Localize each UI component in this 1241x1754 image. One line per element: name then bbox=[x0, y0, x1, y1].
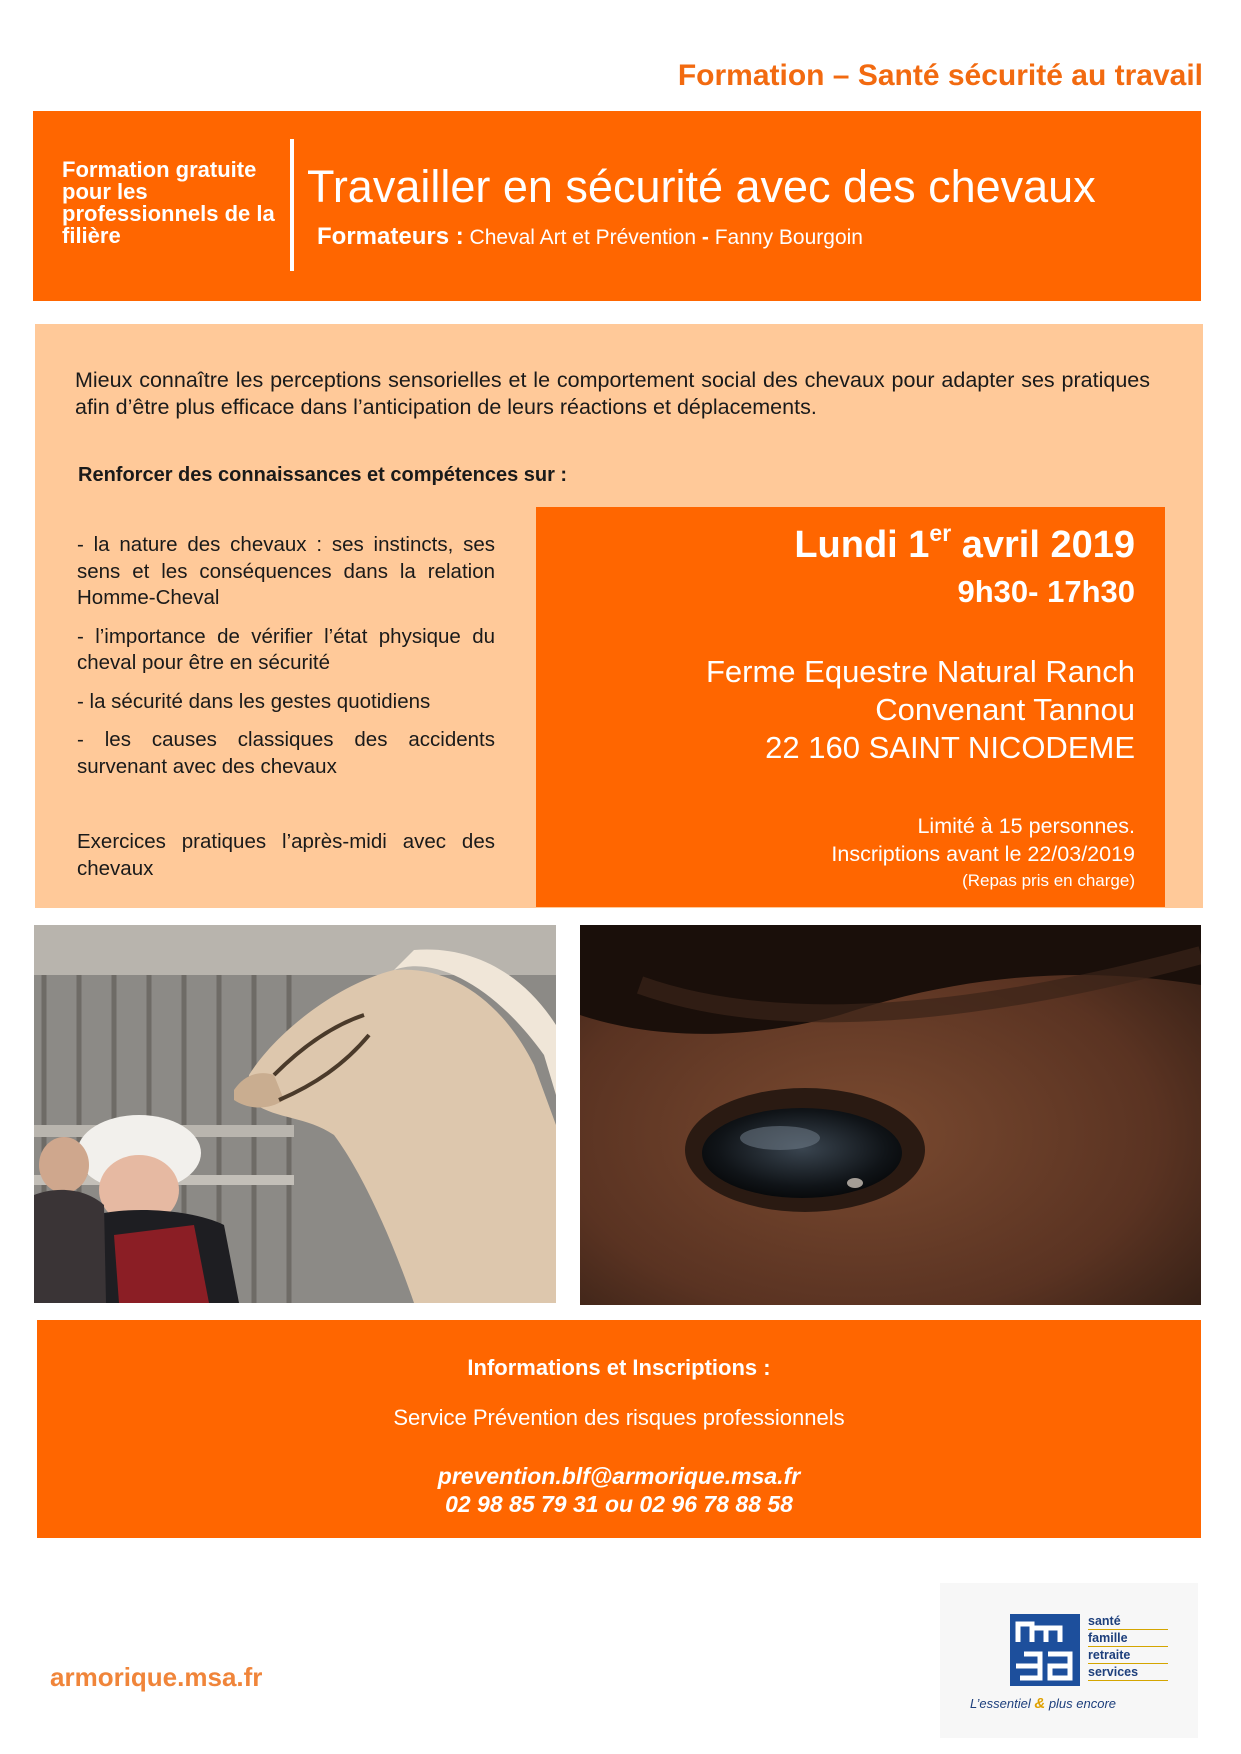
registration-info bbox=[535, 812, 1135, 868]
intro-paragraph: Mieux connaître les perceptions sensorielles et le comportement social des chevaux pour adapter ses pratiques afin d’être plus efficace dans l’anticipation de leurs réactions et déplacements. bbox=[75, 368, 1150, 419]
date-ordinal: er bbox=[929, 520, 952, 546]
event-details-box bbox=[536, 507, 1165, 907]
trainers-line bbox=[317, 224, 1177, 251]
event-date bbox=[794, 522, 1135, 568]
event-location bbox=[535, 653, 1135, 767]
list-item: - l’importance de vérifier l’état physique du cheval pour être en sécurité bbox=[77, 624, 495, 674]
date-day: Lundi 1 bbox=[794, 524, 930, 566]
location-line: 22 160 SAINT NICODEME bbox=[765, 730, 1135, 765]
location-line: Convenant Tannou bbox=[875, 692, 1135, 727]
list-item: - les causes classiques des accidents survenant avec des chevaux bbox=[77, 728, 495, 778]
contact-heading: Informations et Inscriptions : bbox=[467, 1355, 771, 1380]
msa-logo-words bbox=[1088, 1613, 1168, 1681]
capacity-limit: Limité à 15 personnes. bbox=[917, 814, 1135, 838]
contact-phone: 02 98 85 79 31 ou 02 96 78 88 58 bbox=[445, 1491, 793, 1517]
photo-woman-with-horse bbox=[34, 925, 556, 1303]
practice-note: Exercices pratiques l’après-midi avec des chevaux bbox=[77, 830, 495, 880]
trainer-2: Fanny Bourgoin bbox=[714, 226, 863, 249]
tagline-part: plus encore bbox=[1048, 1696, 1117, 1711]
list-item: - la sécurité dans les gestes quotidiens bbox=[77, 689, 431, 713]
trainer-1: Cheval Art et Prévention bbox=[469, 226, 697, 249]
logo-word: famille bbox=[1088, 1630, 1168, 1647]
logo-word: retraite bbox=[1088, 1647, 1168, 1664]
logo-word: santé bbox=[1088, 1613, 1168, 1630]
date-month-year: avril 2019 bbox=[951, 524, 1135, 566]
trainer-separator: - bbox=[701, 226, 709, 249]
training-title: Travailler en sécurité avec des chevaux bbox=[307, 161, 1096, 212]
tagline-part: L’essentiel bbox=[970, 1696, 1031, 1711]
audience-note: Formation gratuite pour les professionnels de la filière bbox=[62, 157, 275, 248]
meal-note: (Repas pris en charge) bbox=[962, 871, 1135, 890]
title-banner bbox=[33, 111, 1201, 301]
logo-word: services bbox=[1088, 1664, 1168, 1681]
skills-heading: Renforcer des connaissances et compétences sur : bbox=[78, 464, 568, 486]
contact-email-link[interactable]: prevention.blf@armorique.msa.fr bbox=[437, 1463, 801, 1489]
website-link[interactable]: armorique.msa.fr bbox=[50, 1662, 263, 1692]
banner-divider bbox=[290, 139, 294, 271]
msa-logo-mark bbox=[1010, 1614, 1080, 1686]
location-line: Ferme Equestre Natural Ranch bbox=[705, 654, 1135, 689]
list-item: - la nature des chevaux : ses instincts, ses sens et les conséquences dans la relation Homme-Cheval bbox=[77, 533, 495, 609]
registration-deadline: Inscriptions avant le 22/03/2019 bbox=[831, 842, 1135, 866]
msa-logo bbox=[940, 1583, 1198, 1738]
contact-service: Service Prévention des risques professionnels bbox=[393, 1405, 845, 1430]
skills-list bbox=[77, 532, 495, 792]
event-time: 9h30- 17h30 bbox=[957, 574, 1135, 609]
document-category-title: Formation – Santé sécurité au travail bbox=[677, 59, 1203, 92]
photo-horse-eye bbox=[580, 925, 1201, 1305]
trainers-label: Formateurs : bbox=[317, 223, 464, 250]
tagline-ampersand: & bbox=[1034, 1695, 1046, 1712]
msa-tagline bbox=[970, 1696, 1190, 1712]
contact-box bbox=[37, 1320, 1201, 1538]
